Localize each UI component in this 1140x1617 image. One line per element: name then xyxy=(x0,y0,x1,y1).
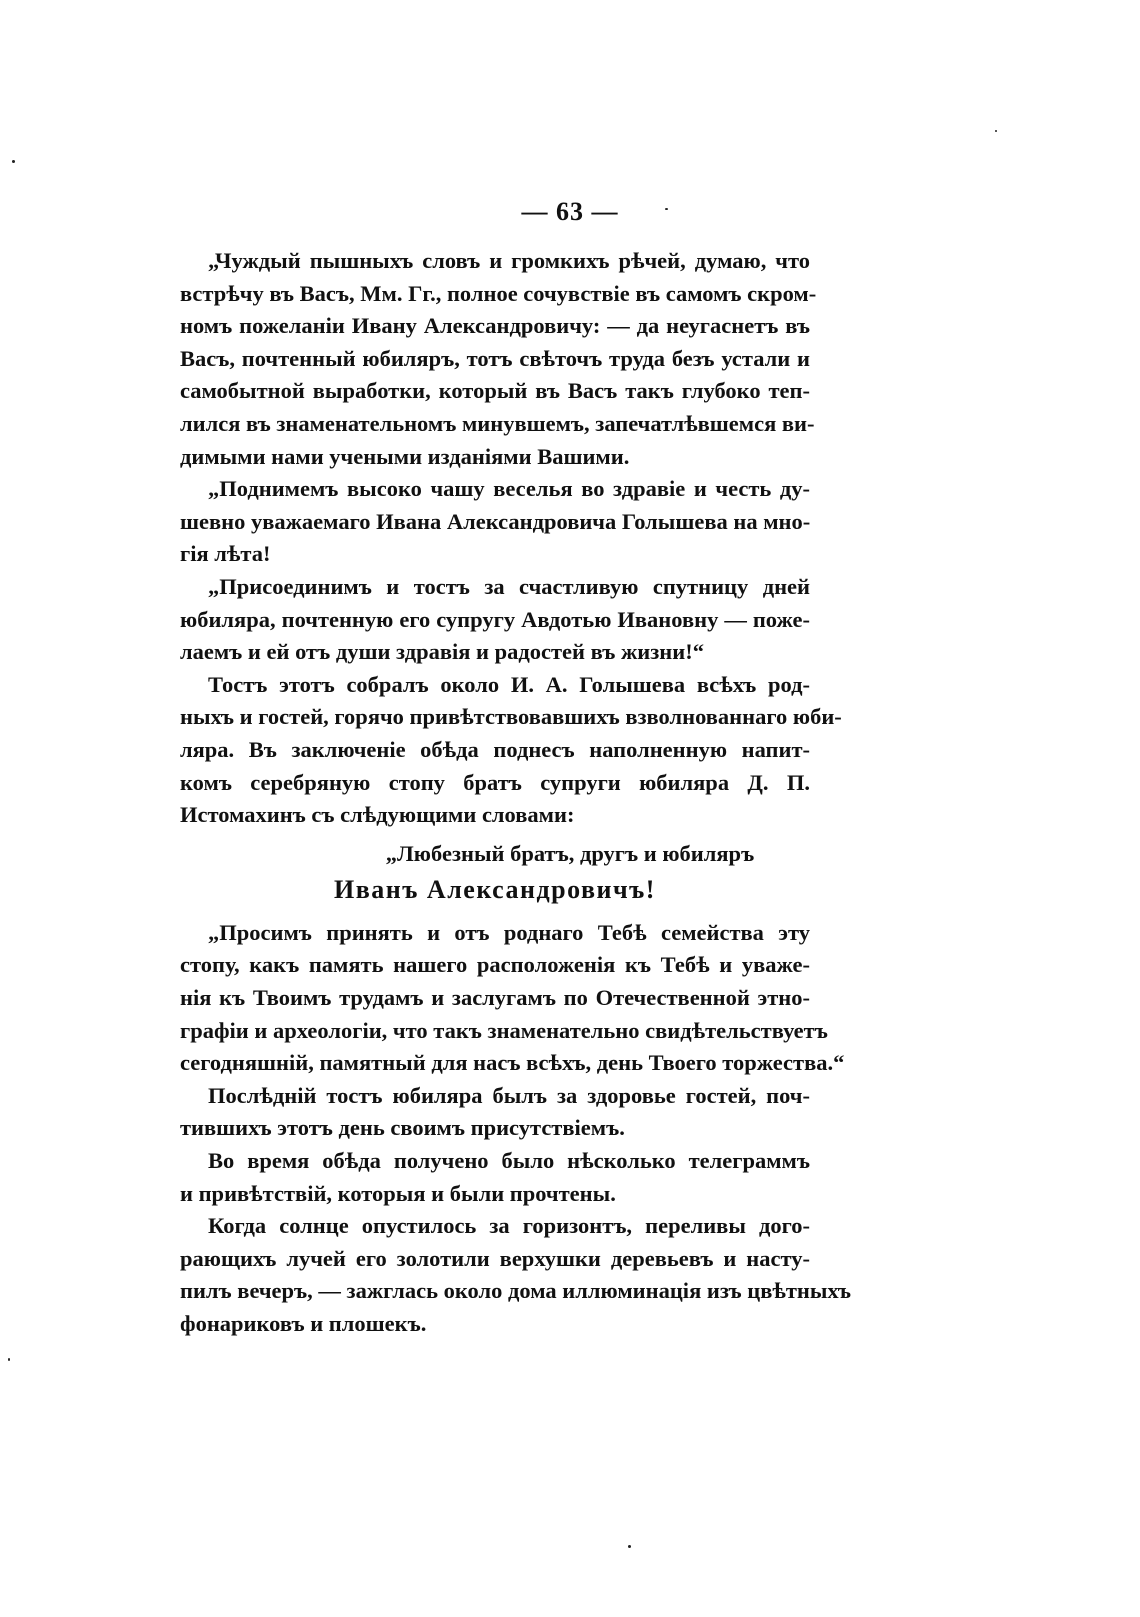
scan-speck xyxy=(8,1358,10,1361)
text-line: и привѣтствій, которыя и были прочтены. xyxy=(180,1180,616,1206)
text-line: Васъ, почтенный юбиляръ, тотъ свѣточъ труда безъ устали и xyxy=(180,345,810,371)
text-line: димыми нами учеными изданіями Вашими. xyxy=(180,443,630,469)
text-line: Тостъ этотъ собралъ около И. А. Голышева всѣхъ род- xyxy=(208,671,810,697)
text-line: комъ серебряную стопу братъ супруги юбиляра Д. П. xyxy=(180,769,810,795)
text-line: графіи и археологіи, что такъ знаменательно свидѣтельствуетъ xyxy=(180,1017,828,1043)
text-line: гія лѣта! xyxy=(180,541,271,567)
text-line: „Поднимемъ высоко чашу веселья во здравіе и честь ду- xyxy=(208,476,810,502)
text-line: встрѣчу въ Васъ, Мм. Гг., полное сочувствіе въ самомъ скром- xyxy=(180,280,817,306)
text-line: ляра. Въ заключеніе обѣда поднесъ наполненную напит- xyxy=(180,736,810,762)
text-line: Послѣдній тостъ юбиляра былъ за здоровье гостей, поч- xyxy=(208,1082,810,1108)
scan-speck xyxy=(12,160,15,163)
text-line: юбиляра, почтенную его супругу Авдотью Ивановну — поже- xyxy=(180,606,810,632)
text-line: пилъ вечеръ, — зажглась около дома иллюминація изъ цвѣтныхъ xyxy=(180,1278,851,1304)
text-line: нія къ Твоимъ трудамъ и заслугамъ по Отечественной этно- xyxy=(180,985,810,1011)
paragraph xyxy=(180,1080,810,1145)
page-body xyxy=(180,245,851,1341)
text-line: сегодняшній, памятный для насъ всѣхъ, день Твоего торжества.“ xyxy=(180,1050,845,1076)
text-line: Истомахинъ съ слѣдующими словами: xyxy=(180,802,575,828)
text-line: номъ пожеланіи Ивану Александровичу: — да неугаснетъ въ xyxy=(180,313,810,339)
salutation xyxy=(180,838,810,907)
paragraph xyxy=(180,669,842,832)
page-number: — 63 — xyxy=(521,197,619,226)
text-line: тившихъ этотъ день своимъ присутствіемъ. xyxy=(180,1115,625,1141)
text-line: лаемъ и ей отъ души здравія и радостей въ жизни!“ xyxy=(180,639,704,665)
text-line: самобытной выработки, который въ Васъ такъ глубоко теп- xyxy=(180,378,810,404)
text-line: ныхъ и гостей, горячо привѣтствовавшихъ взволнованнаго юби- xyxy=(180,704,842,730)
paragraph xyxy=(180,1145,810,1210)
text-line: лился въ знаменательномъ минувшемъ, запечатлѣвшемся ви- xyxy=(180,410,815,436)
text-line: „Присоединимъ и тостъ за счастливую спутницу дней xyxy=(208,573,810,599)
paragraph xyxy=(180,473,810,571)
text-line: шевно уважаемаго Ивана Александровича Голышева на мно- xyxy=(180,508,811,534)
text-line: фонариковъ и плошекъ. xyxy=(180,1311,427,1336)
paragraph xyxy=(180,1210,851,1340)
scan-speck xyxy=(665,208,668,210)
text-line: рающихъ лучей его золотили верхушки деревьевъ и насту- xyxy=(180,1245,810,1271)
text-line: Во время обѣда получено было нѣсколько телеграммъ xyxy=(208,1148,810,1174)
paragraphs-before-salutation xyxy=(180,245,842,832)
salutation-line-2: Иванъ Александровичъ! xyxy=(334,875,656,905)
paragraph xyxy=(180,571,810,669)
text-line: „Чуждый пышныхъ словъ и громкихъ рѣчей, думаю, что xyxy=(208,248,810,273)
scan-speck xyxy=(628,1545,631,1548)
paragraph xyxy=(180,917,845,1080)
text-line: „Просимъ принять и отъ роднаго Тебѣ семейства эту xyxy=(208,919,810,945)
paragraphs-after-salutation xyxy=(180,917,851,1341)
paragraph xyxy=(180,245,817,473)
text-line: Когда солнце опустилось за горизонтъ, переливы дого- xyxy=(208,1213,810,1239)
salutation-line-1: „Любезный братъ, другъ и юбиляръ xyxy=(385,840,755,866)
scan-speck xyxy=(995,130,997,132)
text-line: стопу, какъ память нашего расположенія къ Тебѣ и уваже- xyxy=(180,952,810,978)
